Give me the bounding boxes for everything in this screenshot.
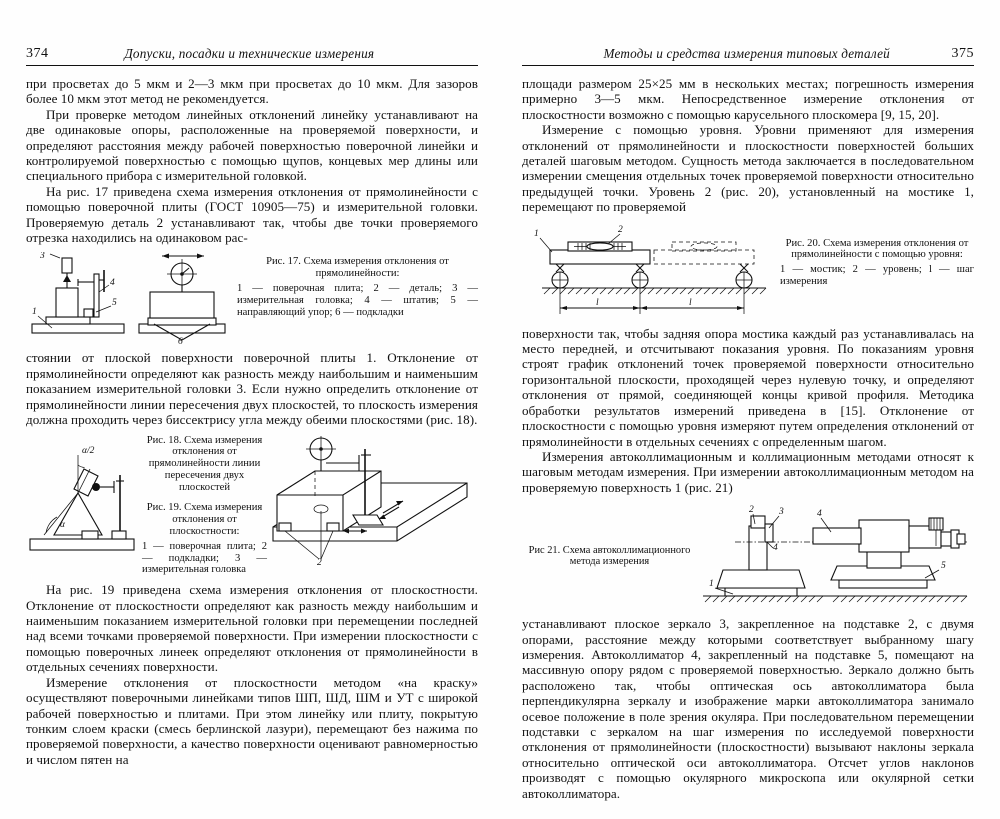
paragraph: На рис. 19 приведена схема измерения отклонения от плоскостности. Отклонение от плоскостности определяют как разность между наибольшим и наименьшим показанием измерительной головки при перемещении последней над всеми точками проверяемой поверхности. При измерении плоскостности с помощью поверочных линеек определяют отклонения от прямолинейности в отдельных сечениях поверхности. xyxy=(26,582,478,675)
paragraph: устанавливают плоское зеркало 3, закрепленное на подставке 2, с двумя опорами, расстояние между которыми соответствует выбранному шагу измерения. Автоколлиматор 4, закрепленный на подставке 5, помещают на массивную опору рядом с проверяемой поверхностью. Зеркало должно быть расположено так, чтобы оптическая ось автоколлиматора была перпендикулярна зеркалу и изображение марки автоколлиматора занимало осевое положение в поле зрения окуляра. При последовательном перемещении подставки с зеркалом на шаг измерения по исследуемой поверхности отклонения от прямолинейности (плоскостности) вызывают наклоны зеркала относительно оптической оси автоколлиматора. Отсчет углов наклонов производят с помощью окулярного микроскопа или окулярной сетки автоколлиматора. xyxy=(522,616,974,801)
svg-text:5: 5 xyxy=(941,561,946,572)
paragraph: Измерение с помощью уровня. Уровни применяют для измерения отклонений от прямолинейности и плоскостности поверхностей больших деталей шаговым методом. Сущность метода заключается в последовательном измерении смещения отдельных точек проверяемой поверхности относительно предыдущей точки. Уровень 2 (рис. 20), установленный на мостике 1, перемещают по проверяемой xyxy=(522,122,974,215)
running-head-right xyxy=(522,40,974,62)
figure-21-artwork xyxy=(701,502,974,610)
svg-text:α: α xyxy=(60,519,65,530)
figure-20-svg xyxy=(522,222,772,320)
figure-21-svg xyxy=(701,502,969,610)
figure-18-svg xyxy=(26,435,138,557)
figure-18-artwork xyxy=(26,435,138,557)
svg-text:3: 3 xyxy=(40,252,45,262)
figure-17-legend: 1 — поверочная плита; 2 — деталь; 3 — измерительная головка; 4 — штатив; 5 — направляющий упор; 6 — подкладки xyxy=(237,283,478,318)
svg-text:4: 4 xyxy=(817,509,822,520)
paragraph: На рис. 17 приведена схема измерения отклонения от прямолинейности с помощью поверочной плиты (ГОСТ 10905—75) и измерительной головки. Проверяемую деталь 2 устанавливают так, чтобы две точки проверяемого отрезка находились на одинаковом рас- xyxy=(26,183,478,246)
svg-text:1: 1 xyxy=(709,579,714,590)
svg-text:4: 4 xyxy=(110,278,115,289)
figure-18-caption xyxy=(142,435,267,494)
svg-text:2: 2 xyxy=(749,505,754,516)
figure-18-19 xyxy=(26,435,478,577)
figure-20-artwork xyxy=(522,222,772,320)
svg-text:l: l xyxy=(689,297,692,308)
svg-text:6: 6 xyxy=(178,337,183,345)
figure-19-svg xyxy=(271,435,471,565)
page-right xyxy=(500,0,1000,819)
figure-19-legend: 1 — поверочная плита; 2 — подкладки; 3 — измерительная головка xyxy=(142,540,267,576)
svg-text:l: l xyxy=(596,297,599,308)
paragraph: поверхности так, чтобы задняя опора мостика каждый раз устанавливалась на место передней, и отсчитывают показания уровня. По показаниям уровня строят график отклонений точек проверяемой поверхности относительно горизонтальной плоскости, проходящей через нулевую точку, и определяют отклонения от прямой, соединяющей концы кривой профиля. Методика обработки результатов измерений приведена в [15]. Отклонение от плоскостности с помощью уровня измеряют путем определения отклонений от прямолинейности в отдельных сечениях с определенным шагом. xyxy=(522,325,974,449)
figure-21 xyxy=(522,502,974,610)
running-head-left xyxy=(26,40,478,62)
figure-19-caption-title: Рис. 19. Схема измерения отклонения от плоскостности: xyxy=(146,502,263,538)
svg-text:2: 2 xyxy=(618,224,623,235)
figure-17 xyxy=(26,252,478,344)
svg-text:5: 5 xyxy=(112,298,117,309)
paragraph: стоянии от плоской поверхности поверочной плиты 1. Отклонение от прямолинейности определяют как разность между наибольшим и наименьшим показанием измерительной головки 3. Если нужно определить отклонение от прямолинейности линии пересечения двух плоскостей, то плоскость измерения должна проходить через биссектрису угла между обеими плоскостями (рис. 18). xyxy=(26,350,478,428)
figure-20 xyxy=(522,222,974,320)
svg-text:3: 3 xyxy=(779,507,784,518)
figure-21-caption-title: Рис 21. Схема автоколлимационного метода измерения xyxy=(528,544,691,568)
running-head-title-right: Методы и средства измерения типовых деталей xyxy=(603,46,890,61)
figure-20-caption xyxy=(780,222,974,288)
figure-18-19-captions xyxy=(142,435,267,577)
svg-text:1: 1 xyxy=(534,228,539,239)
figure-19-artwork xyxy=(271,435,478,565)
paragraph: При проверке методом линейных отклонений линейку устанавливают на две одинаковые опоры, расположенные на проверяемой поверхности, и определяют расстояния между рабочей поверхностью поверочной линейки и контролируемой поверхностью с помощью щупов, концевых мер длины или специального прибора с измерительной головкой. xyxy=(26,106,478,184)
figure-21-caption xyxy=(522,545,697,568)
figure-20-caption-title: Рис. 20. Схема измерения отклонения от прямолинейности с помощью уровня: xyxy=(785,237,969,261)
folio-right: 375 xyxy=(951,46,974,61)
figure-17-artwork xyxy=(26,252,231,344)
folio-left: 374 xyxy=(26,46,49,61)
paragraph: Измерения автоколлимационным и коллимационным методами относят к шаговым методам измерения. При измерении автоколлимационным методом на проверяемую поверхность 1 (рис. 21) xyxy=(522,448,974,495)
svg-text:4: 4 xyxy=(773,543,778,554)
figure-17-caption-title: Рис. 17. Схема измерения отклонения от прямолинейности: xyxy=(266,256,449,280)
header-rule-right xyxy=(522,65,974,66)
svg-text:α/2: α/2 xyxy=(82,445,95,456)
header-rule-left xyxy=(26,65,478,66)
figure-17-caption xyxy=(237,252,478,318)
svg-text:1: 1 xyxy=(32,307,37,318)
figure-17-svg xyxy=(26,252,231,344)
paragraph: площади размером 25×25 мм в нескольких местах; погрешность измерения примерно 3—5 мкм. Непосредственное измерение отклонения от плоскостности возможно с помощью карусельного плоскомера [9, 15, 20]. xyxy=(522,76,974,122)
paragraph: при просветах до 5 мкм и 2—3 мкм при просветах до 10 мкм. Для зазоров более 10 мкм этот метод не рекомендуется. xyxy=(26,76,478,107)
paragraph: Измерение отклонения от плоскостности методом «на краску» осуществляют поверочными линейками типов ШП, ШД, ШМ и УТ с широкой рабочей поверхностью и плитами. При этом линейку или плиту, покрытую тонким слоем краски (смесь берлинской лазури), перемещают без нажима по проверяемой поверхности, а качество поверхности оценивают равномерностью и числом пятен на xyxy=(26,674,478,767)
figure-19-caption xyxy=(142,502,267,576)
figure-20-legend: 1 — мостик; 2 — уровень; l — шаг измерения xyxy=(780,264,974,288)
svg-text:2: 2 xyxy=(317,557,322,565)
running-head-title-left: Допуски, посадки и технические измерения xyxy=(124,46,375,61)
figure-18-caption-title: Рис. 18. Схема измерения отклонения от прямолинейности линии пересечения двух плоскостей xyxy=(146,434,263,493)
